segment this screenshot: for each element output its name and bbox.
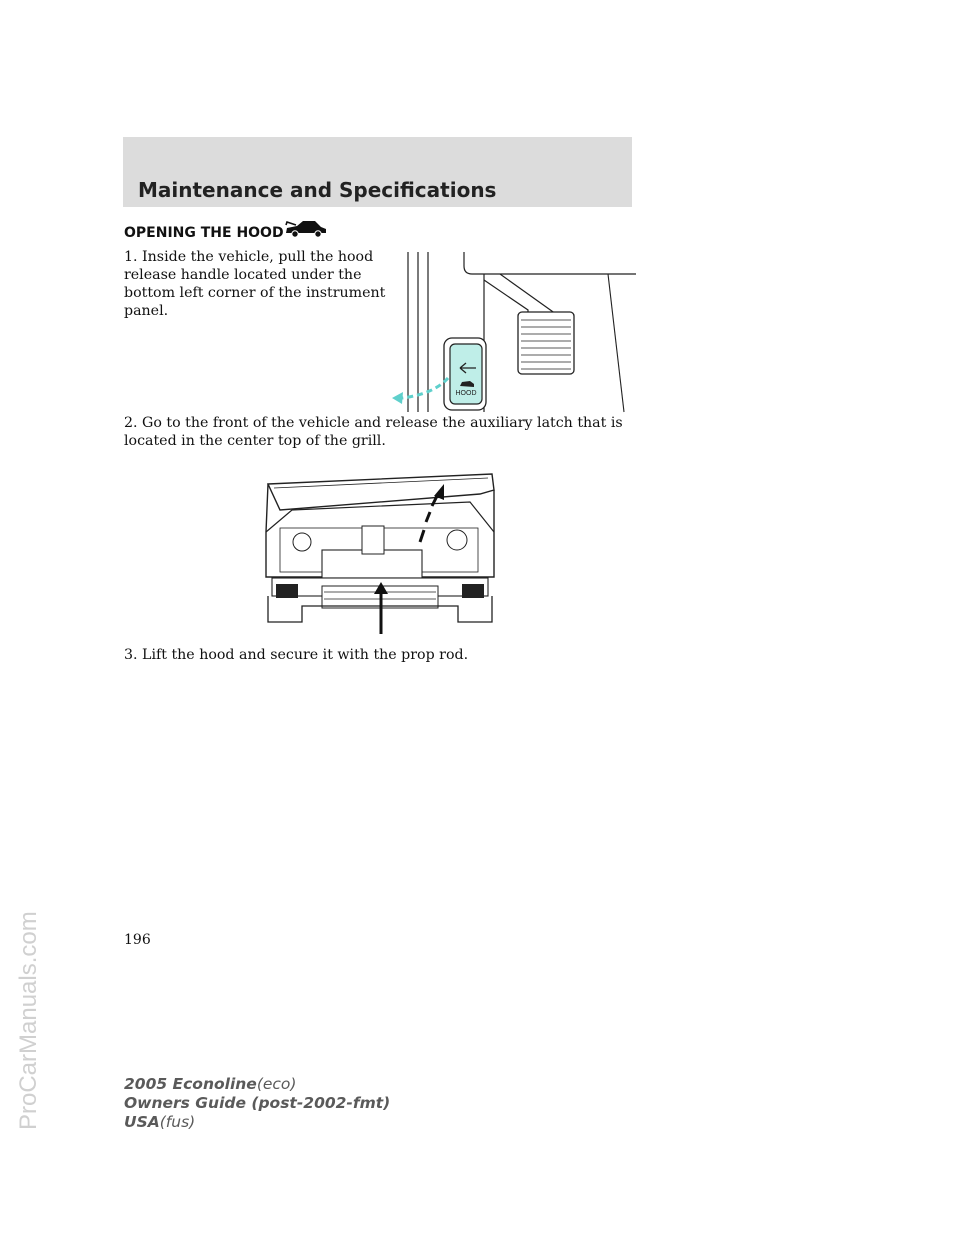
step-2: 2. Go to the front of the vehicle and release the auxiliary latch that is located in the center top of the grill.	[124, 415, 623, 449]
hood-release-figure	[388, 252, 638, 417]
watermark-text: ProCarManuals.com	[15, 911, 42, 1130]
footer-model-code: (eco)	[256, 1075, 297, 1093]
footer-line-3	[124, 1113, 390, 1132]
auxiliary-latch-figure	[262, 472, 498, 634]
subhead-row	[124, 222, 327, 244]
footer-model: 2005 Econoline	[124, 1075, 257, 1093]
page-number: 196	[124, 932, 151, 948]
watermark	[6, 240, 46, 1140]
step-3: 3. Lift the hood and secure it with the prop rod.	[124, 647, 469, 663]
footer-line-1	[124, 1075, 390, 1094]
footer-guide: Owners Guide (post-2002-fmt)	[124, 1094, 391, 1112]
subhead: OPENING THE HOOD	[124, 225, 284, 241]
section-title: Maintenance and Specifications	[138, 178, 497, 202]
footer-market-code: (fus)	[159, 1113, 196, 1131]
step-1: 1. Inside the vehicle, pull the hood release handle located under the bottom left corner of the instrument panel.	[124, 249, 386, 319]
footer	[124, 1075, 390, 1132]
footer-market: USA	[124, 1113, 160, 1131]
car-hood-icon	[285, 218, 327, 244]
figure1-label: HOOD	[455, 390, 477, 397]
footer-line-2	[124, 1094, 390, 1113]
